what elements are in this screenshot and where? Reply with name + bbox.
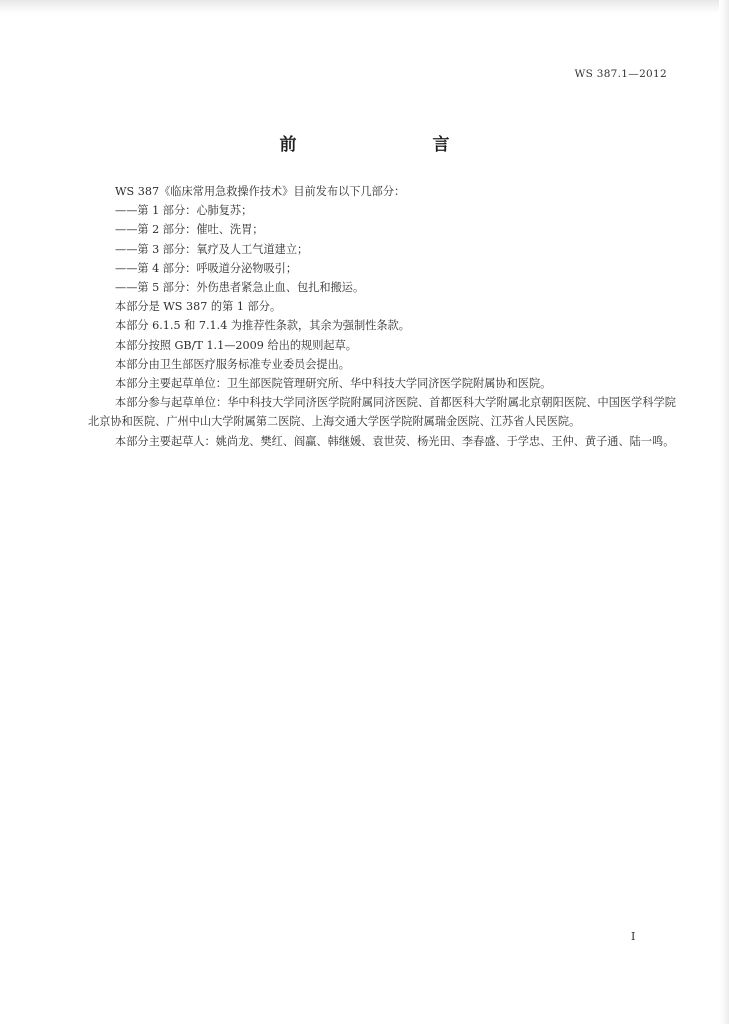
clause-statement: 本部分 6.1.5 和 7.1.4 为推荐性条款，其余为强制性条款。 [115,319,410,333]
participating-units: 本部分参与起草单位：华中科技大学同济医学院附属同济医院、首都医科大学附属北京朝阳医院、中国医学科学院北京协和医院、广州中山大学附属第二医院、上海交通大学医学院附属瑞金医院、江苏省人民医院。 [88,396,676,429]
standard-code: WS 387.1—2012 [574,68,667,80]
foreword-body [88,182,676,451]
drafting-rules: 本部分按照 GB/T 1.1—2009 给出的规则起草。 [115,338,357,352]
proposer: 本部分由卫生部医疗服务标准专业委员会提出。 [115,357,350,371]
page-title: 前 言 [279,135,484,155]
parts-list [88,201,676,297]
scan-top-edge [0,0,729,14]
list-item: ——第 3 部分：氧疗及人工气道建立； [115,242,309,256]
list-item: ——第 4 部分：呼吸道分泌物吸引； [115,261,298,275]
page-number: I [631,930,636,943]
part-statement: 本部分是 WS 387 的第 1 部分。 [115,300,282,314]
main-drafting-units: 本部分主要起草单位：卫生部医院管理研究所、华中科技大学同济医学院附属协和医院。 [115,377,552,391]
list-item: ——第 5 部分：外伤患者紧急止血、包扎和搬运。 [115,281,365,295]
list-item: ——第 1 部分：心肺复苏； [115,204,253,218]
intro-paragraph: WS 387《临床常用急救操作技术》目前发布以下几部分： [115,185,406,198]
main-drafters: 本部分主要起草人：姚尚龙、樊红、阎赢、韩继媛、袁世荧、杨光田、李春盛、于学忠、王仲、黄子通、陆一鸣。 [115,434,675,448]
list-item: ——第 2 部分：催吐、洗胃； [115,223,264,237]
